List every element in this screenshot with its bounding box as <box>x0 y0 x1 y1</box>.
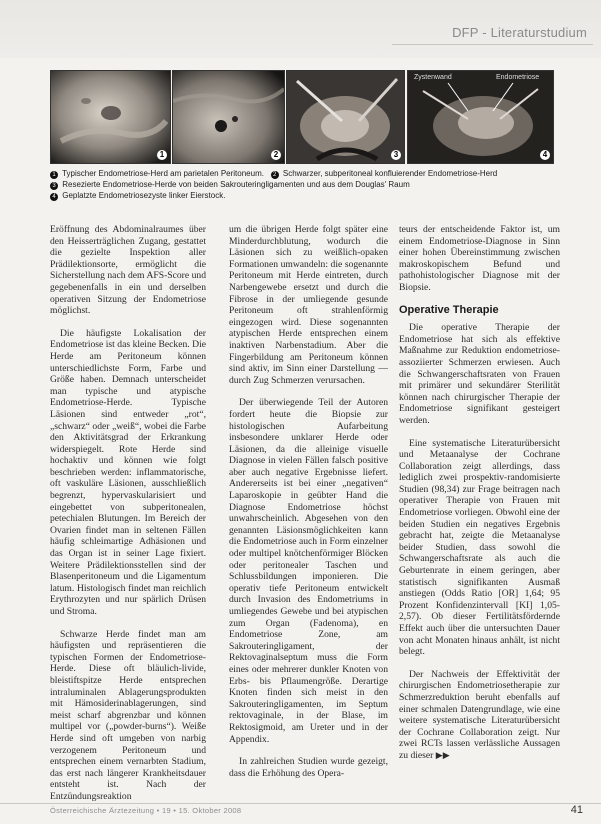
section-header-title: DFP - Literaturstudium <box>452 25 587 40</box>
figure-photo-3 <box>286 70 405 164</box>
article-column-3 <box>399 224 560 774</box>
paragraph-text: Der Nachweis der Effektivität der chirurgischen Endometriosetherapie zur Schmerzreduktion beruht ebenfalls auf einer schmalen Datengrundlage, wie eine weitere systematische Literaturübersicht der Cochrane Collaboration zeigt. Nur zwei RCTs lassen verlässliche Aussagen zu dieser <box>399 668 560 761</box>
paragraph: Der überwiegende Teil der Autoren fordert heute die Biopsie zur histologischen Aufarbeitung insbesondere unklarer Herde oder Läsionen, da die alleinige visuelle Diagnose in vielen Fällen falsch positive aber auch negative Ergebnisse liefert. Andererseits ist bei einer „negativen“ Laparoskopie in geübter Hand die Diagnose Endometriose höchst unwahrscheinlich. Abgesehen von den genannten Läsionsmöglichkeiten kann die Endometriose auch in Form einzelner oder multipel knötchenförmiger Blöcken oder peritonealer Taschen und Schlussbildungen imponieren. Die operativ tiefe Peritoneum entwickelt durch Invasion des Endometriums in umliegendes Gewebe und bei atypischen zum Organ (Fadenoma), en Endometriose Zone, am Sakrouteringligament, der Rektovaginalseptum muss die Form eines oder mehrerer dunkler Knoten von Erbs- bis Pflaumengröße. Derartige Knoten finden sich meist in den Sakrouteringligamenten, im Septum rektovaginale, in der Blase, im Rektosigmoid, am Ureter und in der Appendix. <box>229 397 388 745</box>
continue-arrow-icon: ▶▶ <box>435 750 450 761</box>
caption-line <box>50 190 570 201</box>
surgery-photo <box>287 71 404 163</box>
figure-photo-1 <box>50 70 171 164</box>
article-column-2 <box>229 224 388 790</box>
photo-label-cyst-wall: Zystenwand <box>414 74 452 81</box>
caption-text: Schwarzer, subperitoneal konfluierender Endometriose-Herd <box>282 169 498 178</box>
paragraph: um die übrigen Herde folgt später eine Minderdurchblutung, wodurch die Läsionen sich zu weißlich-opaken Formationen umwandeln: die sogenannte Peritoneum mit Herde eintreten, durch Narbengewebe ersetzt und durch die Fibrose in der umliegende gesunde Peritoneum oft strahlenförmig eingezogen wird. Diese sogenannten atypischen Herde entsprechen einem inaktiven Narbenstadium. Aber die Fingerbildung am Peritoneum können sind aktiv, im Sinn einer Darstellung — durch Zug Schmerzen verursachen. <box>229 224 388 386</box>
caption-number-bullet: 4 <box>50 193 58 201</box>
caption-text: Typischer Endometriose-Herd am parietalen Peritoneum. <box>62 169 264 178</box>
paragraph: Eine systematische Literaturübersicht und Metaanalyse der Cochrane Collaboration zeigt allerdings, dass lediglich zwei prospektiv-randomisierte Studien (98,34) zur Frage beitragen nach operativer Therapie von Frauen mit Endometriose vorliegen. Obwohl eine der beiden Studien ein negatives Ergebnis gebracht hat, zeigte die Metaanalyse beider Studien, dass sowohl die Schwangerschaftsrate als auch die Geburtenrate in einem geringen, aber statistisch signifikanten Ausmaß anstiegen (Odds Ratio [OR] 1,64; 95 Prozent Konfidenzintervall [KI] 1,05-2,57). Ob dieser Fertilitätsfördernde Effekt auch über die untersuchten Dauer von acht Monaten hinaus anhält, ist nicht belegt. <box>399 437 560 658</box>
photo-number-badge: 3 <box>391 150 401 160</box>
paragraph: Die häufigste Lokalisation der Endometriose ist das kleine Becken. Die Herde am Peritoneum können unterschiedlichste Form, Farbe und Größe haben. Demnach unterscheidet man typische und atypische Endometriose-Herde. Typische Läsionen sind entweder „rot“, „schwarz“ oder „weiß“, wobei die Farbe den Aktivitätsgrad der Erkrankung widerspiegelt. Rote Herde sind hochaktiv und können wie folgt beschrieben werden: inflammatorische, oft vaskuläre Läsionen, ausschließlich begrenzt, hypervaskularisiert und eingebettet von subperitonealen, petechialen Blutungen. Im Bereich der Ovarien findet man in seltenen Fällen häufig schleimartige Adhäsionen und das Organ ist in seiner Lage fixiert. Weitere Prädilektionsstellen sind der Blasenperitoneum und die Ligamentum latum. Histologisch findet man reichlich Erythrozyten und nur spärlich Drüsen und Stroma. <box>50 327 206 617</box>
photo-label-endometriosis: Endometriose <box>496 74 540 81</box>
footer-publication: Österreichische Ärztezeitung • 19 • 15. Oktober 2008 <box>50 806 242 815</box>
figure-photo-2 <box>172 70 285 164</box>
peritoneum-photo <box>51 71 170 163</box>
photo-number-badge: 2 <box>271 150 281 160</box>
paragraph: In zahlreichen Studien wurde gezeigt, dass die Erhöhung des Opera- <box>229 756 388 779</box>
header-rule <box>392 44 593 45</box>
ovarian-cyst-photo <box>408 71 553 163</box>
caption-number-bullet: 1 <box>50 171 58 179</box>
section-heading: Operative Therapie <box>399 303 499 316</box>
page-number: 41 <box>570 804 583 816</box>
caption-number-bullet: 3 <box>50 182 58 190</box>
caption-line <box>50 168 570 179</box>
article-column-1 <box>50 224 206 814</box>
paragraph: Schwarze Herde findet man am häufigsten und repräsentieren die typischen Formen der Endometriose-Herde. Diese oft bläulich-livide, bleistiftspitze Herde entsprechen intraluminalen Ablagerungsprodukten mit Hämosiderinablagerungen, sind meist scharf abgrenzbar und können multipel vor („powder-burns“). Weiße Herde sind oft umgeben von narbig verzogenem Peritoneum und entsprechen einem vernarbten Stadium, das erst nach längerer Krankheitsdauer entsteht ist. Nach der Entzündungsreaktion <box>50 628 206 802</box>
paragraph: Die operative Therapie der Endometriose hat sich als effektive Maßnahme zur Reduktion endometriose-assoziierter Schmerzen erwiesen. Auch die Schwangerschaftsraten von Frauen mit primärer und sekundärer Sterilität können nach chirurgischer Therapie der Endometriose signifikant gesteigert werden. <box>399 322 560 426</box>
figure-photo-4 <box>407 70 554 164</box>
caption-text: Geplatzte Endometriosezyste linker Eierstock. <box>62 191 226 200</box>
caption-text: Resezierte Endometriose-Herde von beiden Sakrouteringligamenten und aus dem Douglas' Raum <box>62 180 410 189</box>
photo-number-badge: 4 <box>540 150 550 160</box>
caption-number-bullet: 2 <box>271 171 279 179</box>
paragraph: Eröffnung des Abdominalraumes über den Heisserträglichen Zugang, gestattet die gezielte Inspektion aller Prädilektionsorte, ermöglicht die Sicherstellung nach dem AFS-Score und gegebenenfalls in ein und derselben operativen Sitzung der Endometriose möglichst. <box>50 224 206 317</box>
footer-rule <box>0 803 601 804</box>
figure-captions <box>50 168 570 201</box>
dark-lesion-photo <box>173 71 284 163</box>
caption-line <box>50 179 570 190</box>
paragraph <box>399 669 560 763</box>
photo-number-badge: 1 <box>157 150 167 160</box>
paragraph: teurs der entscheidende Faktor ist, um einem Endometriose-Diagnose in Sinn einer hohen Übereinstimmung zwischen makroskopischem Befund und pathohistologischer Diagnose mit der Biopsie. <box>399 224 560 293</box>
